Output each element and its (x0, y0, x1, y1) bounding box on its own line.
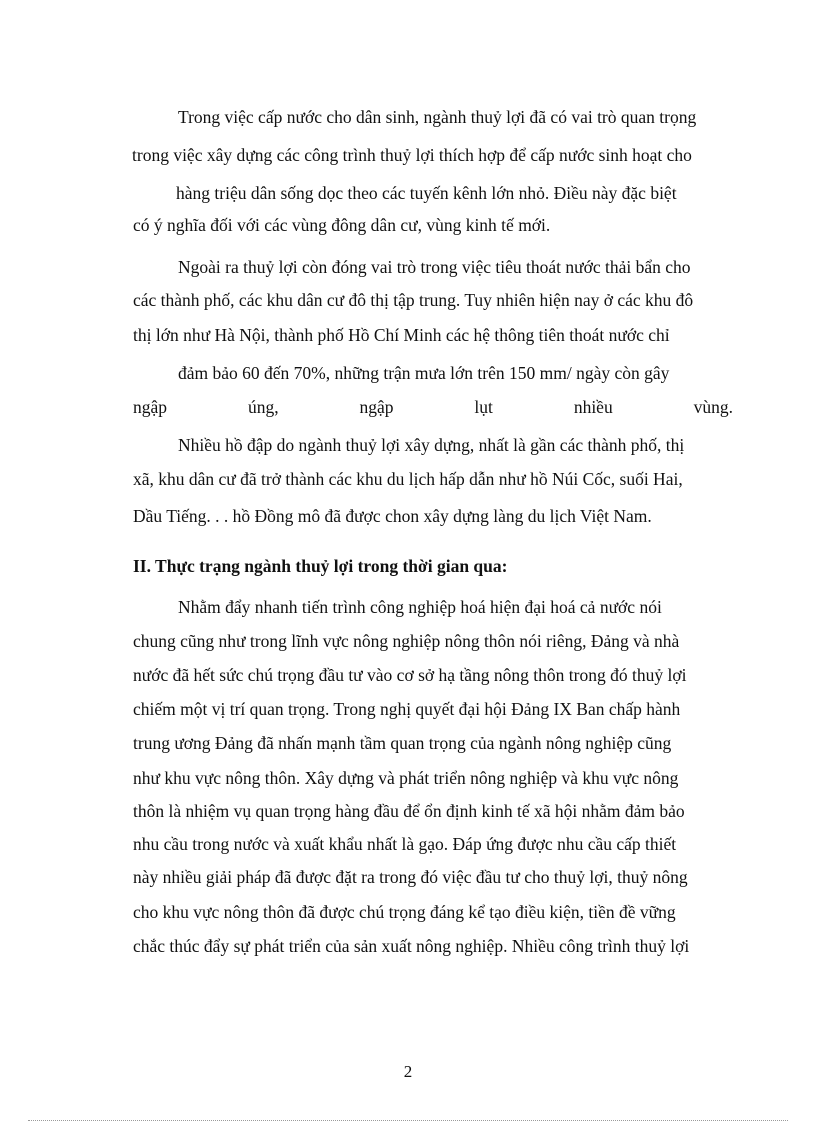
text-line: Ngoài ra thuỷ lợi còn đóng vai trò trong việc tiêu thoát nước thải bẩn cho (178, 257, 691, 277)
text-line: cho khu vực nông thôn đã được chú trọng đáng kể tạo điều kiện, tiền đề vững (133, 902, 676, 922)
text-line: trung ương Đảng đã nhấn mạnh tầm quan trọng của ngành nông nghiệp cũng (133, 733, 672, 753)
text-line: hàng triệu dân sống dọc theo các tuyến kênh lớn nhỏ. Điều này đặc biệt (176, 183, 677, 203)
text-line: Nhiều hồ đập do ngành thuỷ lợi xây dựng, nhất là gần các thành phố, thị (178, 435, 685, 455)
text-line: Dầu Tiếng. . . hồ Đồng mô đã được chon xây dựng làng du lịch Việt Nam. (133, 506, 652, 526)
page-number: 2 (403, 1062, 413, 1081)
section-heading: II. Thực trạng ngành thuỷ lợi trong thời gian qua: (133, 556, 508, 576)
text-line: chung cũng như trong lĩnh vực nông nghiệp nông thôn nói riêng, Đảng và nhà (133, 631, 680, 651)
text-line: nhu cầu trong nước và xuất khẩu nhất là gạo. Đáp ứng được nhu cầu cấp thiết (133, 834, 677, 854)
text-line: xã, khu dân cư đã trở thành các khu du lịch hấp dẫn như hồ Núi Cốc, suối Hai, (133, 469, 683, 489)
text-line: nước đã hết sức chú trọng đầu tư vào cơ sở hạ tầng nông thôn trong đó thuỷ lợi (133, 665, 687, 685)
text-line: có ý nghĩa đối với các vùng đông dân cư, vùng kinh tế mới. (133, 215, 551, 235)
text-line: Trong việc cấp nước cho dân sinh, ngành thuỷ lợi đã có vai trò quan trọng (178, 107, 697, 127)
text-line: trong việc xây dựng các công trình thuỷ lợi thích hợp để cấp nước sinh hoạt cho (132, 145, 692, 165)
text-line: thị lớn như Hà Nội, thành phố Hồ Chí Minh các hệ thông tiên thoát nước chỉ (133, 325, 670, 345)
text-line: chiếm một vị trí quan trọng. Trong nghị quyết đại hội Đảng IX Ban chấp hành (133, 699, 681, 719)
text-line: đảm bảo 60 đến 70%, những trận mưa lớn trên 150 mm/ ngày còn gây (178, 363, 670, 383)
footer-divider (28, 1120, 788, 1121)
text-line: này nhiều giải pháp đã được đặt ra trong đó việc đầu tư cho thuỷ lợi, thuỷ nông (133, 867, 688, 887)
text-line: Nhằm đẩy nhanh tiến trình công nghiệp hoá hiện đại hoá cả nước nói (178, 597, 662, 617)
text-line: ngập úng, ngập lụt nhiều vùng. (133, 397, 733, 417)
text-line: các thành phố, các khu dân cư đô thị tập trung. Tuy nhiên hiện nay ở các khu đô (133, 290, 694, 310)
text-line: thôn là nhiệm vụ quan trọng hàng đầu để ổn định kinh tế xã hội nhằm đảm bảo (133, 801, 685, 821)
text-line: như khu vực nông thôn. Xây dựng và phát triển nông nghiệp và khu vực nông (133, 768, 679, 788)
text-line: chắc thúc đẩy sự phát triển của sản xuất nông nghiệp. Nhiều công trình thuỷ lợi (133, 936, 690, 956)
